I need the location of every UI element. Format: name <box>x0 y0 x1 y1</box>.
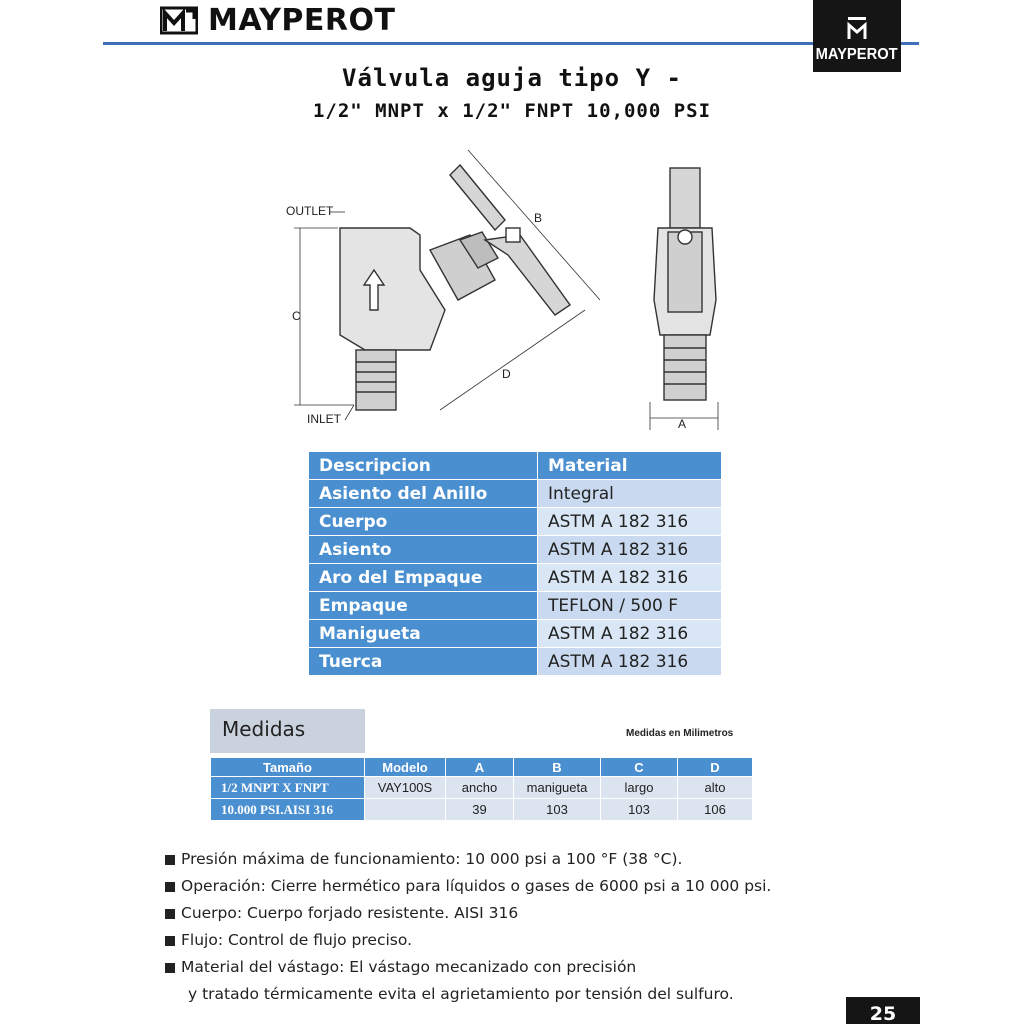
list-item-continuation: y tratado térmicamente evita el agrietamiento por tensión del sulfuro. <box>188 985 734 1003</box>
tamano-cell: 1/2 MNPT X FNPT <box>211 777 365 799</box>
list-item-text: Presión máxima de funcionamiento: 10 000 psi a 100 °F (38 °C). <box>181 850 683 868</box>
tamano-cell: 10.000 PSI.AISI 316 <box>211 799 365 821</box>
corner-brand-badge <box>813 0 901 72</box>
col-header-material: Material <box>538 452 722 480</box>
a-cell: ancho <box>446 777 514 799</box>
list-item <box>165 846 865 873</box>
desc-cell: Cuerpo <box>309 508 538 536</box>
corner-brand-name: MAYPEROT <box>815 46 899 63</box>
valve-front-view <box>654 168 716 400</box>
col-header-b: B <box>514 758 601 777</box>
material-cell: ASTM A 182 316 <box>538 508 722 536</box>
dimensions-table <box>210 757 753 821</box>
material-cell: ASTM A 182 316 <box>538 564 722 592</box>
d-cell: alto <box>678 777 753 799</box>
col-header-d: D <box>678 758 753 777</box>
modelo-cell: VAY100S <box>365 777 446 799</box>
table-row <box>309 480 722 508</box>
brand-name: MAYPEROT <box>208 2 396 38</box>
table-row <box>309 592 722 620</box>
material-cell: TEFLON / 500 F <box>538 592 722 620</box>
col-header-descripcion: Descripcion <box>309 452 538 480</box>
mayperot-mark-icon <box>846 16 868 40</box>
list-item <box>165 873 865 900</box>
list-item-text: Cuerpo: Cuerpo forjado resistente. AISI 316 <box>181 904 519 922</box>
valve-body <box>340 228 445 350</box>
list-item <box>165 900 865 927</box>
valve-handle <box>485 235 570 315</box>
a-cell: 39 <box>446 799 514 821</box>
col-header-a: A <box>446 758 514 777</box>
valve-technical-drawing <box>270 140 740 440</box>
modelo-cell <box>365 799 446 821</box>
table-row <box>309 564 722 592</box>
desc-cell: Empaque <box>309 592 538 620</box>
bullet-square-icon <box>165 882 175 892</box>
desc-cell: Tuerca <box>309 648 538 676</box>
page-subtitle: 1/2" MNPT x 1/2" FNPT 10,000 PSI <box>312 100 712 122</box>
table-row <box>211 777 753 799</box>
brand-logo <box>160 0 395 40</box>
table-row <box>309 648 722 676</box>
table-row <box>211 799 753 821</box>
dim-d-label: D <box>502 367 511 381</box>
inlet-fitting <box>356 350 396 410</box>
page-number: 25 <box>846 997 920 1024</box>
outlet-label: OUTLET <box>286 204 334 218</box>
list-item-text: Operación: Cierre hermético para líquidos o gases de 6000 psi a 10 000 psi. <box>181 877 772 895</box>
list-item <box>165 927 865 954</box>
dim-b-label: B <box>534 211 543 225</box>
b-cell: manigueta <box>514 777 601 799</box>
table-header-row <box>309 452 722 480</box>
table-row <box>309 620 722 648</box>
features-list <box>165 846 865 1008</box>
material-cell: Integral <box>538 480 722 508</box>
col-header-c: C <box>601 758 678 777</box>
col-header-modelo: Modelo <box>365 758 446 777</box>
list-item-text: Flujo: Control de flujo preciso. <box>181 931 412 949</box>
c-cell: largo <box>601 777 678 799</box>
desc-cell: Aro del Empaque <box>309 564 538 592</box>
b-cell: 103 <box>514 799 601 821</box>
material-cell: ASTM A 182 316 <box>538 648 722 676</box>
list-item <box>165 954 865 981</box>
bullet-square-icon <box>165 909 175 919</box>
dim-c-label: C <box>292 309 301 323</box>
dim-a-label: A <box>678 417 687 431</box>
material-cell: ASTM A 182 316 <box>538 536 722 564</box>
c-cell: 103 <box>601 799 678 821</box>
col-header-tamano: Tamaño <box>211 758 365 777</box>
desc-cell: Manigueta <box>309 620 538 648</box>
page-title: Válvula aguja tipo Y - <box>342 64 682 92</box>
bullet-square-icon <box>165 936 175 946</box>
mayperot-logo-icon <box>160 5 198 35</box>
bullet-square-icon <box>165 855 175 865</box>
inlet-label: INLET <box>307 412 342 426</box>
medidas-note: Medidas en Milimetros <box>626 728 734 739</box>
material-cell: ASTM A 182 316 <box>538 620 722 648</box>
table-header-row <box>211 758 753 777</box>
table-row <box>309 536 722 564</box>
d-cell: 106 <box>678 799 753 821</box>
medidas-heading: Medidas <box>210 709 365 753</box>
list-item-text: Material del vástago: El vástago mecanizado con precisión <box>181 958 637 976</box>
desc-cell: Asiento <box>309 536 538 564</box>
materials-table <box>308 451 722 676</box>
table-row <box>309 508 722 536</box>
desc-cell: Asiento del Anillo <box>309 480 538 508</box>
header-divider <box>103 42 919 45</box>
bullet-square-icon <box>165 963 175 973</box>
